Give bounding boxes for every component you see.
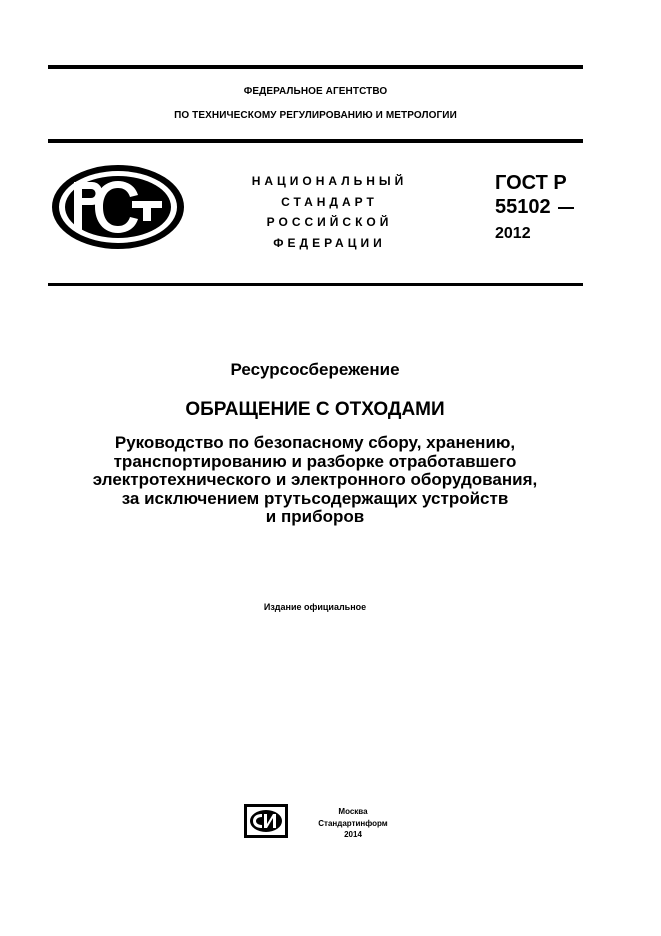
main-title: ОБРАЩЕНИЕ С ОТХОДАМИ xyxy=(185,399,445,420)
gost-dash xyxy=(558,207,574,209)
subtitle-line: электротехнического и электронного оборудования, xyxy=(92,470,538,489)
national-standard-line: СТАНДАРТ xyxy=(281,194,378,209)
agency-line-2: ПО ТЕХНИЧЕСКОМУ РЕГУЛИРОВАНИЮ И МЕТРОЛОГИИ xyxy=(174,110,457,121)
top-rule xyxy=(48,65,583,69)
publisher-name: Стандартинформ xyxy=(318,818,388,828)
national-standard-label xyxy=(222,171,437,253)
subtitle-line: транспортированию и разборке отработавшего xyxy=(113,451,517,471)
subtitle xyxy=(0,434,630,527)
subtitle-line: Руководство по безопасному сбору, хранению, xyxy=(114,433,516,452)
category-title: Ресурсосбережение xyxy=(230,360,400,379)
national-standard-line: НАЦИОНАЛЬНЫЙ xyxy=(251,174,408,188)
middle-rule xyxy=(48,139,583,143)
gost-number: 55102 xyxy=(495,196,551,218)
national-standard-line: РОССИЙСКОЙ xyxy=(266,215,393,229)
gost-r-emblem-icon xyxy=(50,163,186,251)
publisher-year: 2014 xyxy=(344,830,362,839)
edition-label: Издание официальное xyxy=(263,602,367,612)
standartinform-logo-icon xyxy=(244,804,288,838)
publisher-block xyxy=(293,806,413,841)
gost-prefix: ГОСТ Р xyxy=(495,172,567,194)
bottom-rule xyxy=(48,283,583,286)
national-standard-line: ФЕДЕРАЦИИ xyxy=(273,235,386,250)
agency-line-1: ФЕДЕРАЛЬНОЕ АГЕНТСТВО xyxy=(243,86,388,97)
subtitle-line: и приборов xyxy=(265,507,365,526)
gost-year: 2012 xyxy=(495,225,531,242)
subtitle-line: за исключением ртутьсодержащих устройств xyxy=(121,488,509,508)
publisher-city: Москва xyxy=(338,807,368,816)
